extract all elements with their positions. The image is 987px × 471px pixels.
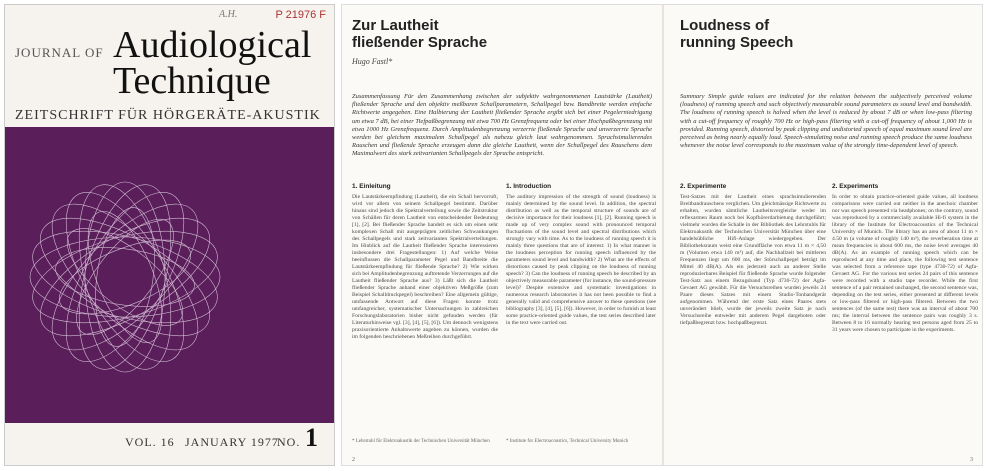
article-title-english <box>680 17 793 51</box>
handwritten-note: A.H. <box>219 9 238 20</box>
section-heading: 1. Einleitung <box>352 183 391 190</box>
issue-number: 1 <box>305 423 318 452</box>
spiral-ellipses-graphic <box>5 127 335 423</box>
section-text: Die Lautstärkeempfindung (Lautheit), die ein Schall hervorruft, wird vor allem von seinem Schallpegel bestimmt. Darüber hinaus sind jedoch die Spektralverteilung sowie die Zeitstruktur von Schällen für deren Lautheit von entscheidender Bedeutung [1], [2]. Bei fließender Sprache handelt es sich um einen sehr komplexen Schall mit ausgeprägten zeitlichen Schwankungen des Schallpegels und stark zeitvarianten Spektralverteilungen. Im Hinblick auf die Lautheit fließender Sprache interessieren insbesondere drei Fragestellungen: 1) Auf welche Weise beeinflussen die Schallparameter Pegel und Bandbreite die Lautstärkeempfindung für fließende Sprache? 2) Wie wirken sich bei Amplitudenbegrenzung auftretende Verzerrungen auf die Lautheit fließender Sprache aus? 3) Läßt sich die Lautheit fließender Sprache anhand einer objektiven Meßgröße (zum Beispiel Schalldruckpegel) beschreiben? Eine allgemein gültige, umfassende Antwort auf diese Fragen konnte trotz umfangreicher, systematischer Untersuchungen in zahlreichen Forschungslaboratorien bisher nicht gefunden werden (für Literaturhinweise vgl. [3], [4], [5], [6]). Um dennoch wenigstens praxisorientierte Anhaltswerte angeben zu können, wurden die im folgenden beschriebenen Meßreihen durchgeführt. <box>352 194 498 340</box>
page-number-left: 2 <box>352 457 355 463</box>
abstract-english: Summary Simple guide values are indicated for the relation between the subjectively perceived volume (loudness) of running speech and such objectively measurable sound parameters as sound level and bandwidth. The loudness of running speech is halved when the level is reduced by about 7 dB or when low-pass filtering with a cut-off frequency of roughly 700 Hz or high-pass filtering with a cut-off frequency of about 1,000 Hz is provided. Running speech, distorted by peak clipping and undistorted speech of equal maximum sound level are perceived as being nearly equally loud. Speech-simulating noise and running speech produce the same loudness whenever the noise level corresponds to the maximum value of the strongly time-dependent level of speech. <box>680 93 972 150</box>
article-spread <box>341 4 983 466</box>
section-heading: 2. Experimente <box>680 183 727 190</box>
title-de-line1: Zur Lautheit <box>352 17 439 34</box>
section-heading: 2. Experiments <box>832 183 879 190</box>
column-experimente <box>680 183 826 453</box>
issue-no-label: NO. <box>277 435 301 449</box>
title-en-line1: Loudness of <box>680 17 770 34</box>
section-text: In order to obtain practice-oriented guide values, all loudness comparisons were carried out neither in the anechoic chamber nor was speech presented via headphones; on the contrary, sound was reproduced by a commercially available Hi-fi system in the library of the Institute for Electroacoustics of the Technical University of Munich. The library has an area of about 11 m × 4.50 m (a volume of roughly 140 m³), the reverberation time at mean frequencies is about 600 ms, the noise level averages 40 dB(A). As an example of running speech which can be reproduced at any time and place, the following test sentence was selected from a reference tape (type 4730-72) of Agfa-Gevaert AG. For the various test series 24 pairs of this sentence were recorded with a studio tape recorder. While the first sentence of a pair remained unchanged, the second sentence was, depending on the test series, either presented at different levels or low-pass filtered or high-pass filtered. Between the two sentences (of the same test) there was an interval of about 700 ms; the interval between the sentence pairs was roughly 3 s. Between 8 to 16 normally hearing test persons aged from 25 to 31 years were chosen to participate in the experiments. <box>832 194 978 333</box>
library-stamp: P 21976 F <box>275 9 326 21</box>
author-name: Hugo Fastl* <box>352 57 393 66</box>
footnote-english: * Institute for Electroacoustics, Technical University Munich <box>506 439 629 444</box>
volume-label: VOL. 16 <box>125 435 175 449</box>
column-experiments <box>832 183 978 453</box>
journal-of-label: JOURNAL OF <box>15 45 104 60</box>
section-heading: 1. Introduction <box>506 183 552 190</box>
issue-date: JANUARY 1977 <box>185 435 279 449</box>
article-title-german <box>352 17 487 51</box>
journal-title-line2: Technique <box>113 60 271 102</box>
title-de-line2: fließender Sprache <box>352 34 488 51</box>
footnote-german: * Lehrstuhl für Elektroakustik der Technischen Universität München <box>352 439 490 444</box>
column-einleitung <box>352 183 498 433</box>
abstract-german: Zusammenfassung Für den Zusammenhang zwischen der subjektiv wahrgenommenen Lautstärke (Lautheit) fließender Sprache und den objektiv meßbaren Schallparametern, Schallpegel bzw. Bandbreite werden einfache Richtwerte angegeben. Eine Halbierung der Lautheit fließender Sprache ergibt sich bei einer Pegelerniedrigung um etwa 7 dB, bei einer Tiefpaßbegrenzung mit etwa 700 Hz Grenzfrequenz oder bei einer Hochpaßbegrenzung mit etwa 1000 Hz Grenzfrequenz. Durch Amplitudenbegrenzung verzerrte fließende Sprache und unverzerrte Sprache werden bei gleichem maximalem Schallpegel als nahezu gleich laut wahrgenommen. Sprachsimulierendes Rauschen und fließende Sprache erzeugen dann die gleiche Lautheit, wenn der Schallpegel des Rauschens dem Maximalwert des stark zeitvarianten Schallpegels der Sprache entspricht. <box>352 93 652 158</box>
cover-artwork <box>5 127 335 423</box>
page-number-right: 3 <box>970 457 973 463</box>
journal-subtitle: ZEITSCHRIFT FÜR HÖRGERÄTE-AKUSTIK <box>15 108 321 123</box>
page-gutter <box>662 5 664 466</box>
title-en-line2: running Speech <box>680 34 794 51</box>
journal-title-line1: Audiological <box>113 24 312 66</box>
section-text: The auditory impression of the strength of sound (loudness) is mainly determined by the sound level. In addition, the spectral distribution as well as the temporal structure of sounds are of decisive importance for their loudness [1], [2]. Running speech is made up of very complex sound with pronounced temporal fluctuations of the sound level and spectral distributions which strongly vary with time. As to the loudness of running speech it is mainly three questions that are of interest: 1) In what manner is the loudness perception for running speech influenced by the parameters sound level and bandwidth? 2) What are the effects of distortions caused by peak clipping on the loudness of running speech? 3) Can the loudness of running speech be described by an objectively measurable parameter (for instance, the sound-pressure level)? Despite extensive and systematic investigations in numerous research laboratories it has not been possible to find a generally valid and comprehensive answer to these questions (see bibliography [3], [4], [5], [6]). However, in order to furnish at least some practice-oriented guide values, the test series described later in the text were carried out. <box>506 194 656 326</box>
section-text: Test-Satzes mit der Lautheit eines sprachsimulierenden Breitbandrauschens verglichen. Um gleichmässige Richtwerte zu erhalten, wurden sämtliche Lautheitsvergleiche weder im reflexarmen Raum noch bei Kopfhörerdarbietung durchgeführt; vielmehr wurden die Schalle in der Bibliothek des Lehrstuhls für Elektroakustik der Technischen Universität München über eine handelsübliche Hifi-Anlage wiedergegeben. Der Bibliotheksraum weist eine Grundfläche von etwa 11 m × 4,50 m (Volumen etwa 140 m³) auf, die Nachhallzeit bei mittleren Frequenzen liegt um 600 ms, der Störschallpegel beträgt im Mittel 40 dB(A). Als ein jederzeit auch an anderer Stelle reproduzierbares Beispiel für fließende Sprache wurde folgender Test-Satz aus einem Bezugsband (Typ 4730-72) der Agfa-Gevaert AG gewählt. Für die Versuchsreihen wurden jeweils 24 Paare dieses Satzes mit einem Studio-Tonbandgerät aufgenommen. Während der erste Satz eines Paares stets unverändert blieb, wurde der jeweils zweite Satz je nach Versuchsreihe entweder mit anderem Pegel dargeboten oder tiefpaßbegrenzt bzw. hochpaßbegrenzt. <box>680 194 826 326</box>
journal-cover <box>4 4 335 466</box>
column-introduction <box>506 183 656 433</box>
